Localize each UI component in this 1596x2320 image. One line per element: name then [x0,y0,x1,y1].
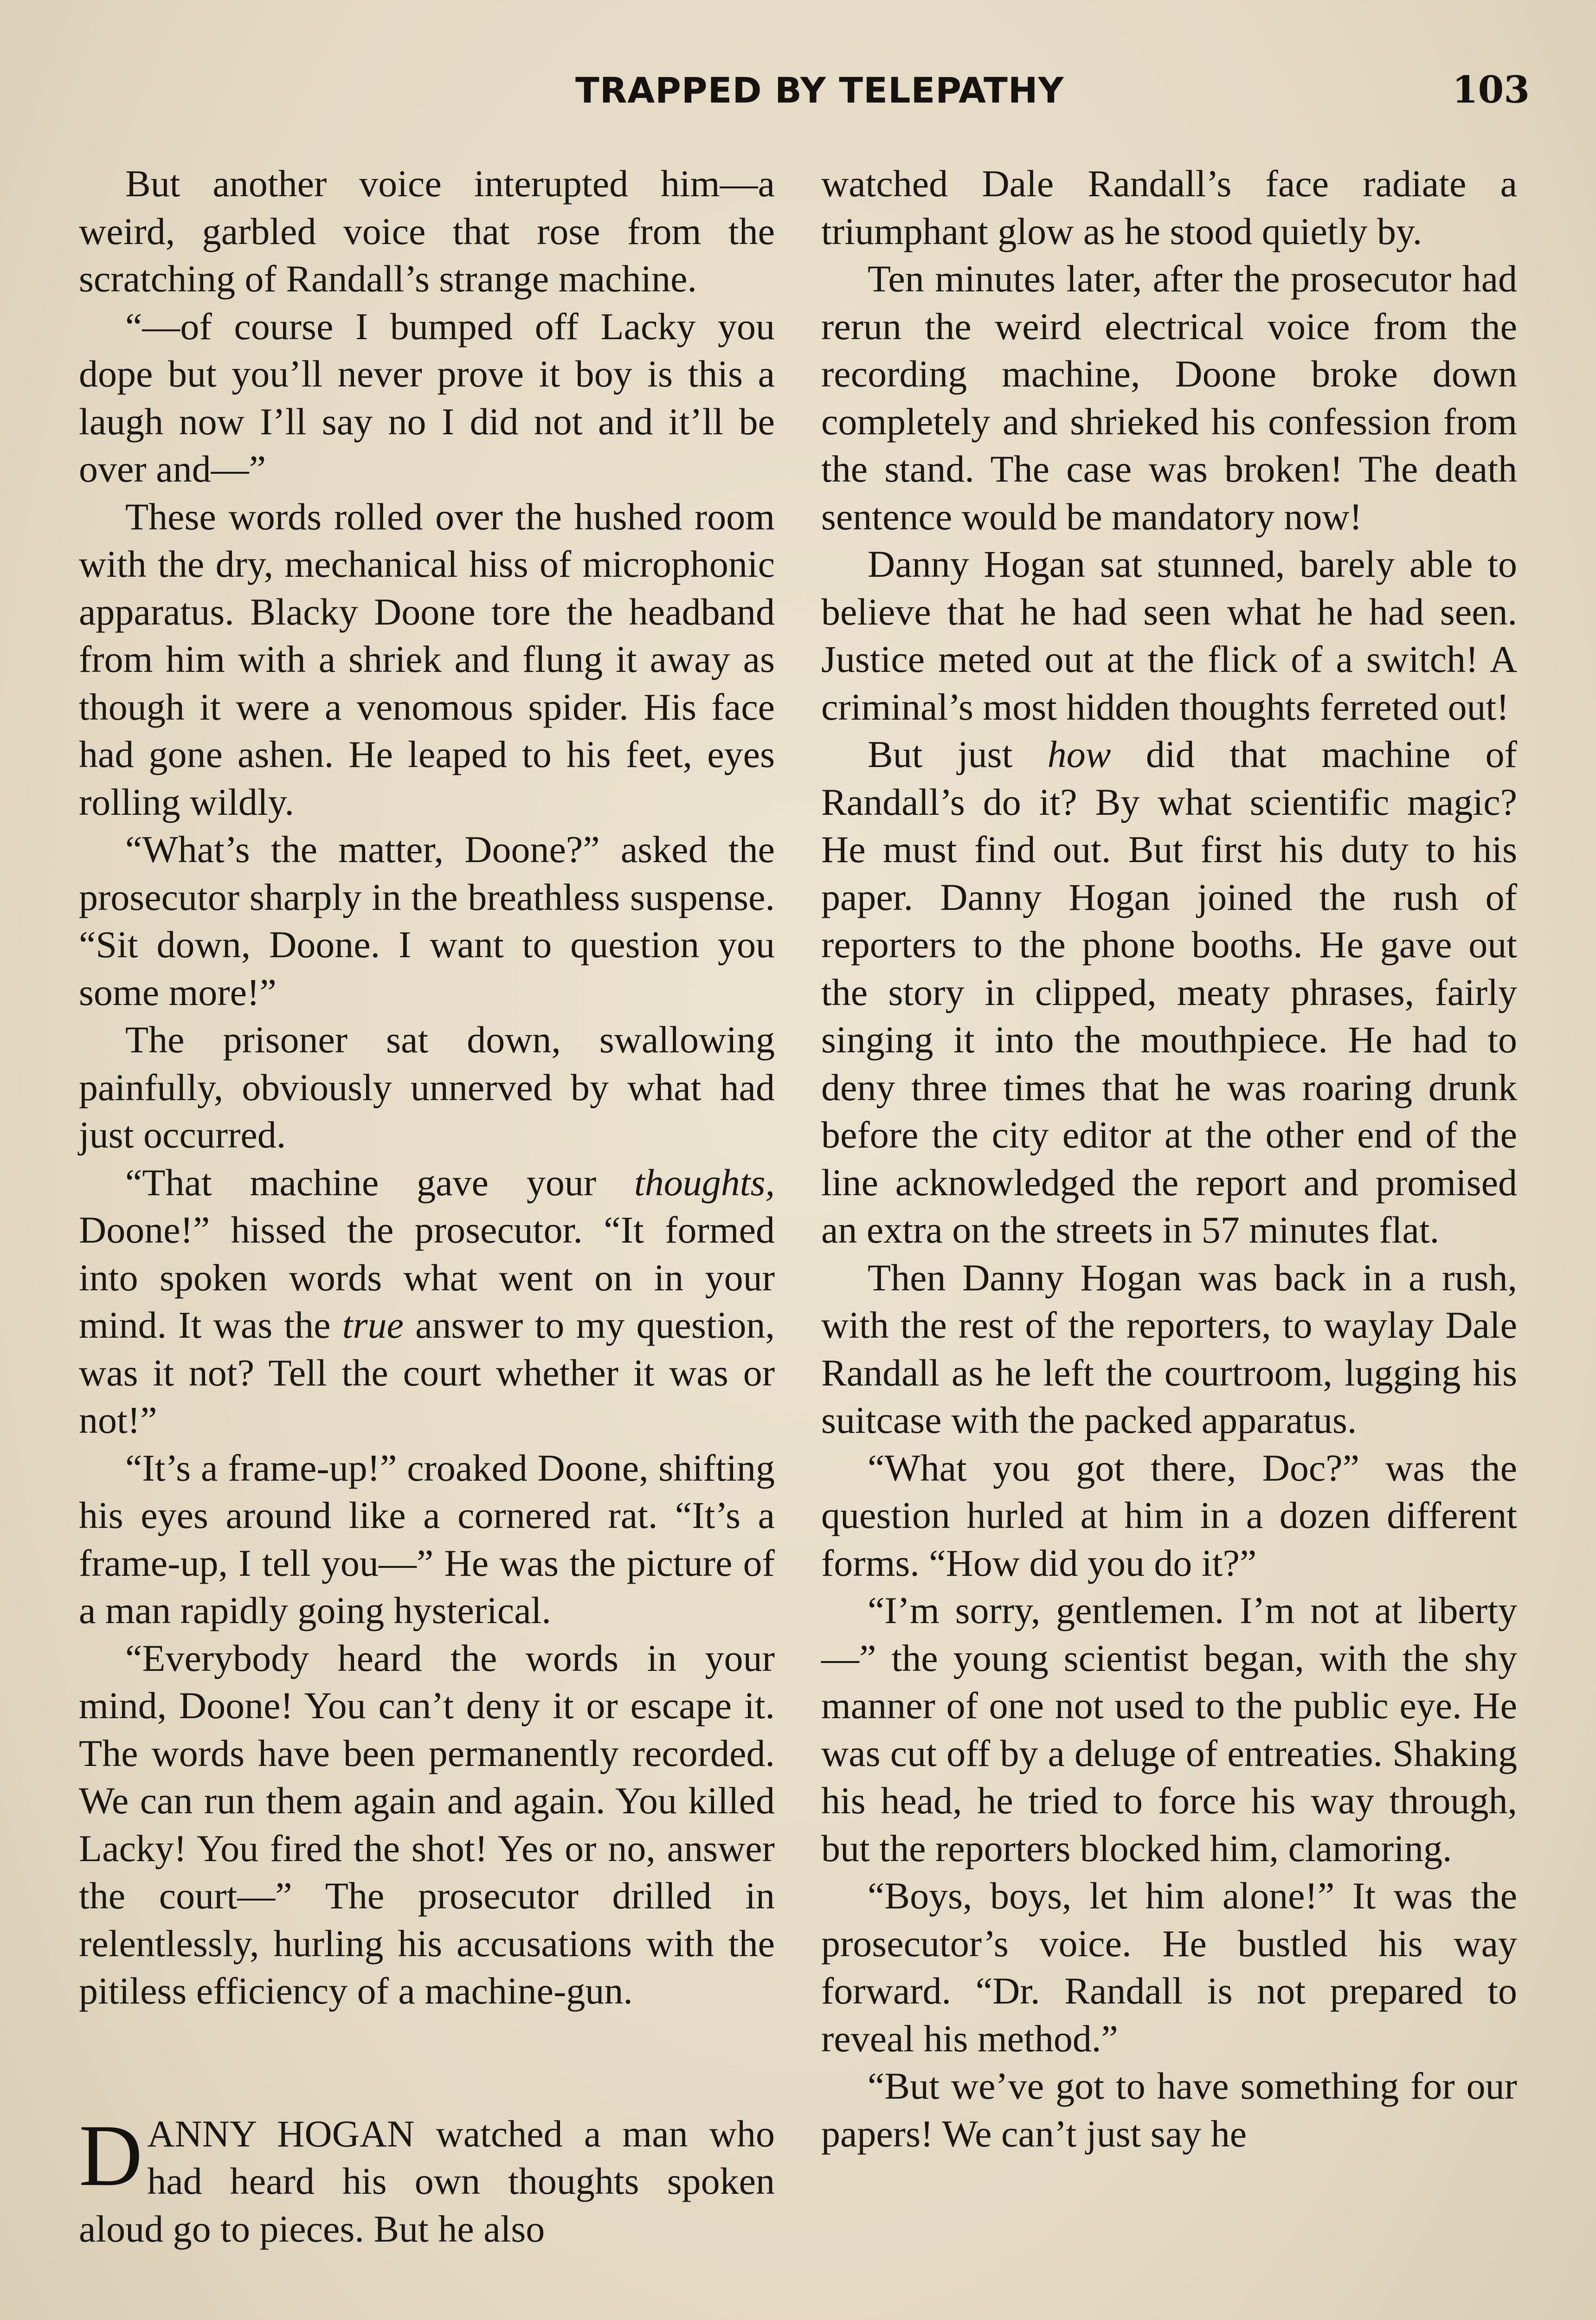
emphasis-text: how [1047,733,1111,775]
paragraph: “Boys, boys, let him alone!” It was the prosecutor’s voice. He bustled his way forward. “Dr. Randall is not prepared to reveal his method.” [821,1875,1517,2060]
paragraph: These words rolled over the hushed room with the dry, mechanical hiss of microphonic apparatus. Blacky Doone tore the headband from him with a shriek and flung it away as though it were a venomous spider. His face had gone ashen. He leaped to his feet, eyes rolling wildly. [79,495,775,823]
section-break [79,2015,775,2110]
running-title: TRAPPED BY TELEPATHY [575,70,1064,111]
text-run: But just [868,733,1048,775]
page-header [0,70,1596,121]
continued-paragraph: watched Dale Randall’s face radiate a triumphant glow as he stood quietly by. [821,162,1517,252]
emphasis-text: thoughts, [634,1161,775,1204]
page-number: 103 [1452,68,1530,111]
text-run: ANNY HOGAN watched a man who had heard his own thoughts spoken aloud go to pieces. But he also [79,2112,775,2250]
text-run: “That machine gave your [125,1161,635,1204]
paragraph: “What you got there, Doc?” was the question hurled at him in a dozen different forms. “How did you do it?” [821,1446,1517,1584]
paragraph [821,731,1517,1254]
paragraph: Danny Hogan sat stunned, barely able to believe that he had seen what he had seen. Justice meted out at the flick of a switch! A criminal’s most hidden thoughts ferreted out! [821,543,1517,728]
right-column [821,160,1517,2158]
paragraph: “It’s a frame-up!” croaked Doone, shifting his eyes around like a cornered rat. “It’s a frame-up, I tell you—” He was the picture of a man rapidly going hysterical. [79,1446,775,1631]
paragraph: “But we’ve got to have something for our papers! We can’t just say he [821,2065,1517,2155]
dropcap-paragraph [79,2107,775,2253]
left-column [79,160,775,2253]
paragraph: But another voice interupted him—a weird, garbled voice that rose from the scratching of Randall’s strange machine. [79,162,775,300]
paragraph: Then Danny Hogan was back in a rush, with the rest of the reporters, to waylay Dale Randall as he left the courtroom, lugging his suitcase with the packed apparatus. [821,1256,1517,1441]
paragraph: “—of course I bumped off Lacky you dope but you’ll never prove it boy is this a laugh now I’ll say no I did not and it’ll be over and—” [79,305,775,490]
paragraph: “What’s the matter, Doone?” asked the prosecutor sharply in the breathless suspense. “Sit down, Doone. I want to question you some more!” [79,828,775,1013]
paragraph: “I’m sorry, gentlemen. I’m not at liberty—” the young scientist began, with the shy manner of one not used to the public eye. He was cut off by a deluge of entreaties. Shaking his head, he tried to force his way through, but the reporters blocked him, clamoring. [821,1589,1517,1869]
text-run: answer to my question, was it not? Tell the court whether it was or not!” [79,1304,775,1441]
text-run: did that machine of Randall’s do it? By what scientific magic? He must find out. But first his duty to his paper. Danny Hogan joined the rush of reporters to the phone booths. He gave out the story in clipped, meaty phrases, fairly singing it into the mouthpiece. He had to deny three times that he was roaring drunk before the city editor at the other end of the line acknowledged the report and promised an extra on the streets in 57 minutes flat. [821,733,1517,1251]
paragraph [79,1159,775,1444]
emphasis-text: true [342,1304,404,1346]
paragraph: “Everybody heard the words in your mind, Doone! You can’t deny it or escape it. The words have been permanently recorded. We can run them again and again. You killed Lacky! You fired the shot! Yes or no, answer the court—” The prosecutor drilled in relentlessly, hurling his accusations with the pitiless efficiency of a machine-gun. [79,1637,775,2012]
paragraph: Ten minutes later, after the prosecutor had rerun the weird electrical voice from the recording machine, Doone broke down completely and shrieked his confession from the stand. The case was broken! The death sentence would be mandatory now! [821,258,1517,538]
paragraph: The prisoner sat down, swallowing painfully, obviously unnerved by what had just occurred. [79,1018,775,1156]
text-run: Doone!” hissed the prosecutor. “It formed into spoken words what went on in your mind. It was the [79,1209,775,1346]
drop-cap: D [79,2107,143,2204]
